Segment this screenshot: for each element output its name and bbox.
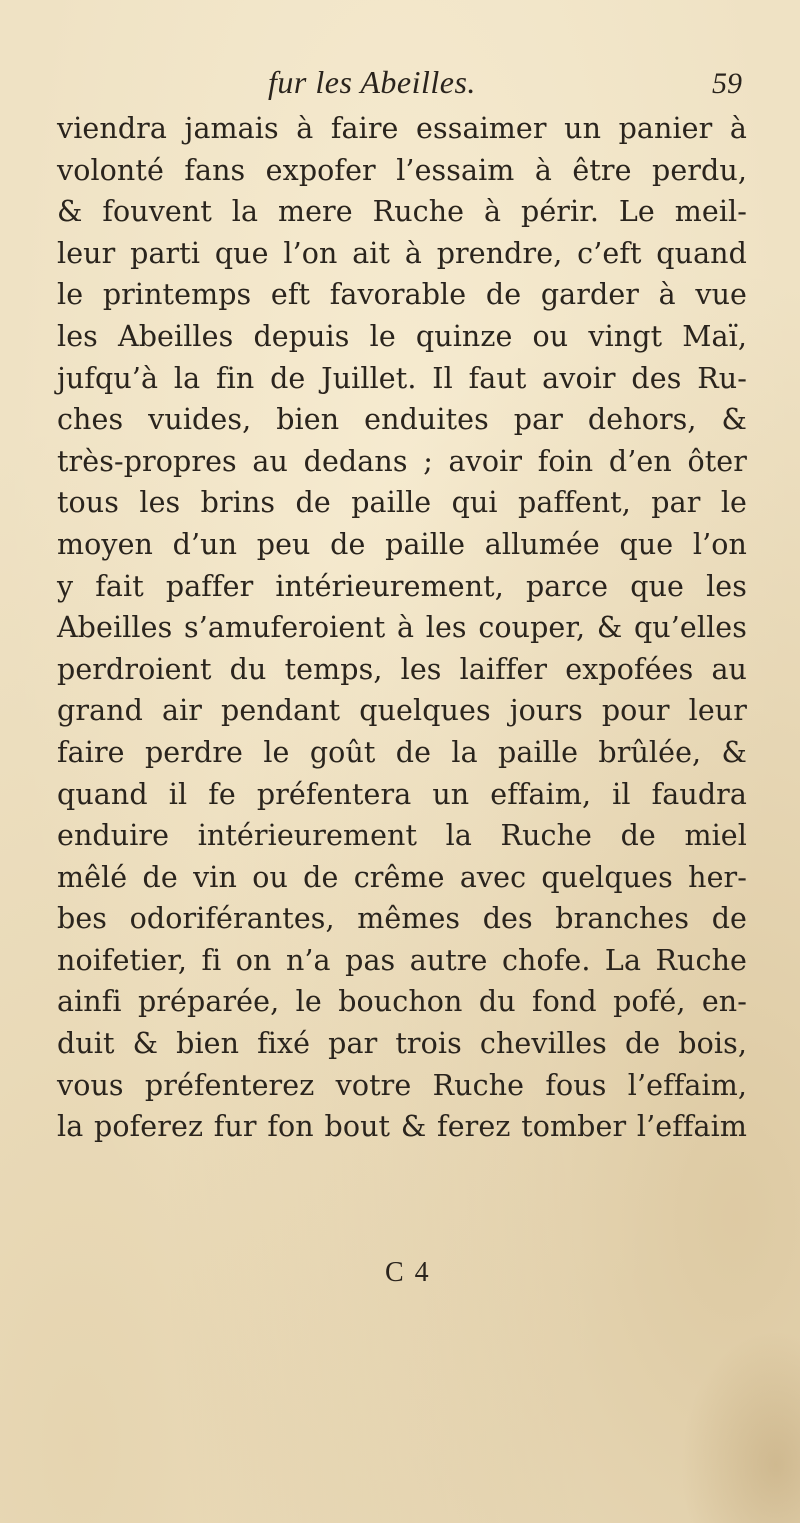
text-line: les Abeilles depuis le quinze ou vingt Maï, xyxy=(57,319,747,353)
text-line: ches vuides, bien enduites par dehors, & xyxy=(57,403,747,437)
signature-mark: C 4 xyxy=(385,1257,431,1288)
text-line: Abeilles s’amuferoient à les couper, & qu’elles xyxy=(57,611,747,645)
text-line: perdroient du temps, les laiffer expofées au xyxy=(57,652,747,686)
running-title: fur les Abeilles. xyxy=(268,64,476,100)
text-line: duit & bien fixé par trois chevilles de bois, xyxy=(57,1027,747,1061)
text-line: y fait paffer intérieurement, parce que les xyxy=(57,569,747,603)
text-line: leur parti que l’on ait à prendre, c’eft quand xyxy=(57,236,747,270)
text-line: moyen d’un peu de paille allumée que l’on xyxy=(57,527,747,561)
text-line: très-propres au dedans ; avoir foin d’en ôter xyxy=(57,444,747,478)
text-line: enduire intérieurement la Ruche de miel xyxy=(57,819,747,853)
text-line: mêlé de vin ou de crême avec quelques her- xyxy=(57,860,747,894)
body-text xyxy=(57,108,747,1148)
running-head xyxy=(0,62,800,102)
text-line: ainfi préparée, le bouchon du fond pofé, en- xyxy=(57,985,747,1019)
text-line: & fouvent la mere Ruche à périr. Le meil- xyxy=(57,195,747,229)
text-line: vous préfenterez votre Ruche fous l’effaim, xyxy=(57,1068,747,1102)
text-line: noifetier, fi on n’a pas autre chofe. La Ruche xyxy=(57,943,747,977)
text-line: faire perdre le goût de la paille brûlée, & xyxy=(57,735,747,769)
page-number: 59 xyxy=(712,67,742,100)
paper-stain xyxy=(680,1330,800,1523)
text-line: volonté fans expofer l’essaim à être perdu, xyxy=(57,153,747,187)
text-line: le printemps eft favorable de garder à vue xyxy=(57,278,747,312)
text-line: jufqu’à la fin de Juillet. Il faut avoir des Ru- xyxy=(57,361,747,395)
text-line: grand air pendant quelques jours pour leur xyxy=(57,694,747,728)
text-line: viendra jamais à faire essaimer un panier à xyxy=(57,112,747,145)
text-line: la poferez fur fon bout & ferez tomber l’effaim xyxy=(57,1110,747,1144)
text-line: bes odoriférantes, mêmes des branches de xyxy=(57,902,747,936)
text-line: tous les brins de paille qui paffent, par le xyxy=(57,486,747,520)
text-line: quand il fe préfentera un effaim, il faudra xyxy=(57,777,747,811)
